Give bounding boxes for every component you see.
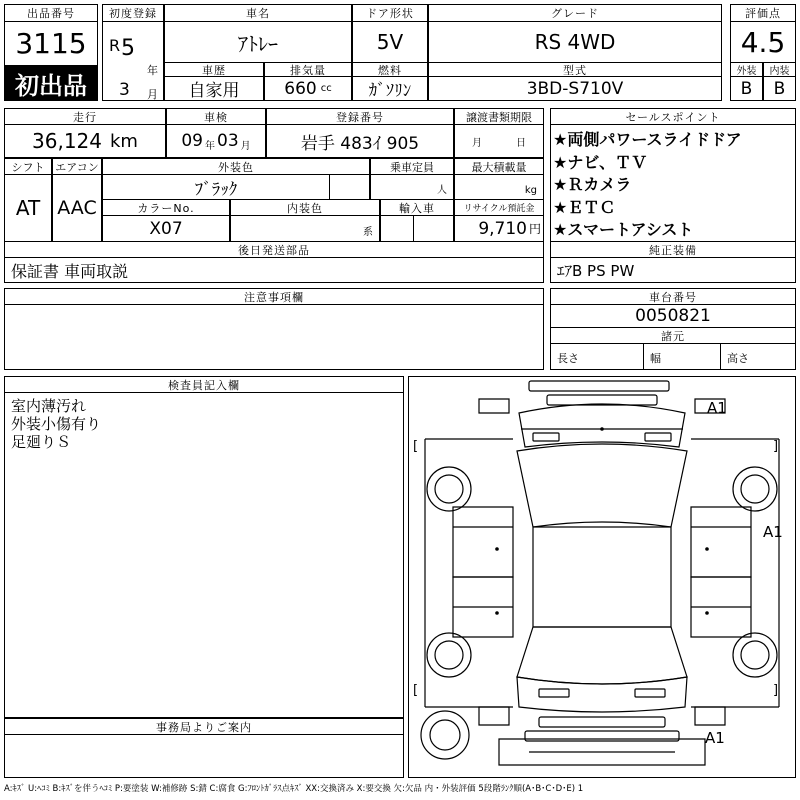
shift-value: AT	[4, 174, 52, 242]
later-parts-value: 保証書 車両取説	[4, 257, 544, 283]
displacement-box	[264, 76, 352, 101]
genuine-value: ｴｱB PS PW	[550, 257, 796, 283]
grade-header: グレード	[428, 4, 722, 22]
legend-text: A:ｷｽﾞ U:ﾍｺﾐ B:ｷｽﾞを伴うﾍｺﾐ P:要塗装 W:補修跡 S:錆 C:腐食 G:ﾌﾛﾝﾄｶﾞﾗｽ点ｷｽﾞ XX:交換済み X:要交換 欠:欠品 内・外装評価 5段階ﾗﾝｸ順(A･B･C･D･E) 1	[4, 784, 584, 794]
first-reg-month-unit: 月	[147, 88, 158, 101]
ext-score-value: B	[730, 76, 763, 101]
inspector-header: 検査員記入欄	[4, 376, 404, 393]
damage-mark-front: A1	[707, 399, 727, 417]
car-name-header: 車名	[164, 4, 352, 22]
fuel-header: 燃料	[352, 62, 428, 77]
lot-header: 出品番号	[4, 4, 98, 22]
registration-value: 岩手 483ｲ 905	[266, 124, 454, 158]
office-box	[4, 734, 404, 778]
grade-value: RS 4WD	[428, 21, 722, 63]
door-header: ドア形状	[352, 4, 428, 22]
score-header: 評価点	[730, 4, 796, 22]
sales-point-item: ★ＥＴＣ	[553, 197, 616, 217]
interior-color-unit: 系	[230, 215, 380, 242]
office-header: 事務局よりご案内	[4, 718, 404, 735]
sales-point-item: ★両側パワースライドドア	[553, 130, 742, 149]
notes-box	[4, 304, 544, 370]
import-header: 輸入車	[380, 199, 454, 216]
genuine-header: 純正装備	[550, 241, 796, 258]
sales-point-item: ★スマートアシスト	[553, 220, 694, 239]
registration-header: 登録番号	[266, 108, 454, 125]
first-reg-year-unit: 年	[147, 64, 158, 77]
damage-mark-right: A1	[763, 523, 783, 541]
recycle-box	[454, 215, 544, 242]
damage-diagram	[408, 376, 796, 778]
inspection-month: 03	[217, 131, 239, 151]
bracket-open: [	[413, 683, 419, 698]
sales-points-box	[550, 124, 796, 242]
car-diagram-svg	[409, 377, 795, 777]
chassis-value: 0050821	[550, 304, 796, 328]
first-reg-year: 5	[121, 36, 135, 61]
inspector-line: 室内薄汚れ	[11, 397, 87, 415]
lot-number: 3115	[4, 21, 98, 65]
specs-header: 諸元	[550, 327, 796, 344]
sales-points-list	[553, 129, 742, 242]
sales-points-header: セールスポイント	[550, 108, 796, 125]
transfer-day-unit: 日	[516, 137, 526, 149]
max-load-header: 最大積載量	[454, 158, 544, 175]
transfer-box	[454, 124, 544, 158]
max-load-unit: kg	[454, 174, 544, 200]
damage-mark-rear: A1	[705, 729, 725, 747]
history-header: 車歴	[164, 62, 264, 77]
aircon-header: エアコン	[52, 158, 102, 175]
first-reg-header: 初度登録	[102, 4, 164, 22]
int-score-value: B	[763, 76, 796, 101]
sales-point-item: ★ナビ、ＴＶ	[553, 152, 648, 172]
bracket-close: ]	[773, 439, 779, 454]
displacement-value: 660	[284, 78, 317, 99]
inspector-box	[4, 392, 404, 718]
inspector-line: 外装小傷有り	[11, 415, 102, 433]
shift-header: シフト	[4, 158, 52, 175]
inspection-year-unit: 年	[205, 140, 215, 152]
recycle-value: 9,710	[478, 218, 527, 239]
first-listing-badge: 初出品	[4, 65, 98, 101]
bracket-close: ]	[773, 683, 779, 698]
history-value: 自家用	[164, 76, 264, 101]
exterior-color-extra	[329, 174, 370, 200]
mileage-unit: km	[110, 130, 138, 152]
exterior-color-value: ﾌﾞﾗｯｸ	[102, 174, 330, 200]
inspection-year: 09	[181, 131, 203, 151]
notes-header: 注意事項欄	[4, 288, 544, 305]
inspector-line: 足廻りＳ	[11, 433, 72, 451]
transfer-header: 譲渡書類期限	[454, 108, 544, 125]
sales-point-item: ★Ｒカメラ	[553, 175, 632, 194]
inspection-month-unit: 月	[240, 140, 251, 152]
specs-length: 長さ	[550, 343, 644, 370]
recycle-header: リサイクル預託金	[454, 199, 544, 216]
door-value: 5V	[352, 21, 428, 63]
interior-color-header: 内装色	[230, 199, 380, 216]
capacity-unit: 人	[370, 174, 454, 200]
specs-height: 高さ	[720, 343, 796, 370]
model-header: 型式	[428, 62, 722, 77]
later-parts-header: 後日発送部品	[4, 241, 544, 258]
displacement-header: 排気量	[264, 62, 352, 77]
model-value: 3BD-S710V	[428, 76, 722, 101]
inspection-header: 車検	[166, 108, 266, 125]
recycle-unit: 円	[528, 222, 541, 236]
specs-width: 幅	[643, 343, 721, 370]
mileage-value: 36,124	[32, 129, 102, 153]
inspection-box	[166, 124, 266, 158]
inspector-notes	[11, 397, 101, 451]
car-name-value: ｱﾄﾚｰ	[164, 21, 352, 63]
chassis-header: 車台番号	[550, 288, 796, 305]
int-score-header: 内装	[763, 62, 796, 77]
mileage-header: 走行	[4, 108, 166, 125]
transfer-month-unit: 月	[472, 137, 482, 149]
score-value: 4.5	[730, 21, 796, 63]
exterior-color-header: 外装色	[102, 158, 370, 175]
color-no-value: X07	[102, 215, 230, 242]
bracket-open: [	[413, 439, 419, 454]
import-cell-a	[380, 215, 414, 242]
aircon-value: AAC	[52, 174, 102, 242]
fuel-value: ｶﾞｿﾘﾝ	[352, 76, 428, 101]
displacement-unit: cc	[320, 83, 332, 94]
import-cell-b	[413, 215, 454, 242]
color-no-header: カラーNo.	[102, 199, 230, 216]
first-reg-era: R	[109, 36, 121, 55]
first-reg-box	[102, 21, 164, 101]
first-reg-month: 3	[119, 80, 130, 100]
capacity-header: 乗車定員	[370, 158, 454, 175]
ext-score-header: 外装	[730, 62, 763, 77]
mileage-box	[4, 124, 166, 158]
